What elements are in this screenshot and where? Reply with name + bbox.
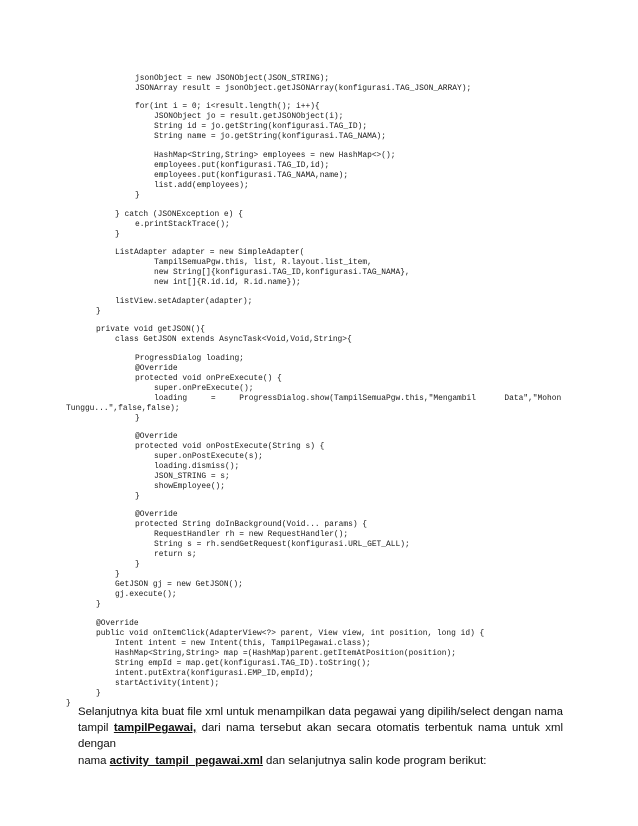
code-line: @Override xyxy=(135,364,178,373)
code-line: gj.execute(); xyxy=(115,590,177,599)
paragraph-line-2 xyxy=(78,720,563,752)
code-line: } xyxy=(115,570,120,579)
code-line: JSONArray result = jsonObject.getJSONArray(konfigurasi.TAG_JSON_ARRAY); xyxy=(135,84,472,93)
paragraph-text: tampil xyxy=(78,722,114,735)
code-line: loading.dismiss(); xyxy=(154,462,240,471)
code-line: GetJSON gj = new GetJSON(); xyxy=(115,580,243,589)
code-line: intent.putExtra(konfigurasi.EMP_ID,empId); xyxy=(115,669,314,678)
code-line: return s; xyxy=(154,550,197,559)
code-line: } xyxy=(135,414,140,423)
code-line: employees.put(konfigurasi.TAG_ID,id); xyxy=(154,161,330,170)
code-line: String s = rh.sendGetRequest(konfigurasi.URL_GET_ALL); xyxy=(154,540,410,549)
paragraph-line-1: Selanjutnya kita buat file xml untuk menampilkan data pegawai yang dipilih/select dengan nama xyxy=(78,706,563,718)
code-line: } xyxy=(96,600,101,609)
code-line: showEmployee(); xyxy=(154,482,226,491)
code-line: new int[]{R.id.id, R.id.name}); xyxy=(154,278,301,287)
code-line: } xyxy=(96,689,101,698)
paragraph-text: dari nama tersebut akan secara otomatis terbentuk nama untuk xml dengan xyxy=(78,722,563,751)
code-line: new String[]{konfigurasi.TAG_ID,konfigurasi.TAG_NAMA}, xyxy=(154,268,410,277)
code-line: super.onPreExecute(); xyxy=(154,384,254,393)
code-line: String id = jo.getString(konfigurasi.TAG_ID); xyxy=(154,122,368,131)
code-line: @Override xyxy=(96,619,139,628)
code-line: JSON_STRING = s; xyxy=(154,472,230,481)
bold-term-activity-xml: activity_tampil_pegawai.xml xyxy=(109,754,263,767)
code-line: super.onPostExecute(s); xyxy=(154,452,263,461)
code-line: String empId = map.get(konfigurasi.TAG_ID).toString(); xyxy=(115,659,371,668)
code-line: protected String doInBackground(Void... params) { xyxy=(135,520,368,529)
code-line: String name = jo.getString(konfigurasi.TAG_NAMA); xyxy=(154,132,387,141)
bold-term-tampilpegawai: tampilPegawai, xyxy=(113,722,197,735)
code-line: protected void onPreExecute() { xyxy=(135,374,282,383)
code-line: jsonObject = new JSONObject(JSON_STRING); xyxy=(135,74,330,83)
code-line: list.add(employees); xyxy=(154,181,249,190)
paragraph-line-3 xyxy=(78,753,563,769)
instruction-paragraph xyxy=(78,704,563,769)
code-line: loading = ProgressDialog.show(TampilSemuaPgw.this,"Mengambil Data","Mohon xyxy=(154,394,562,403)
code-line: } catch (JSONException e) { xyxy=(115,210,243,219)
code-line: } xyxy=(115,230,120,239)
paragraph-text: nama xyxy=(78,754,110,767)
code-line: private void getJSON(){ xyxy=(96,325,205,334)
code-line: employees.put(konfigurasi.TAG_NAMA,name); xyxy=(154,171,349,180)
code-line: HashMap<String,String> employees = new HashMap<>(); xyxy=(154,151,396,160)
code-line: @Override xyxy=(135,432,178,441)
code-line: JSONObject jo = result.getJSONObject(i); xyxy=(154,112,344,121)
code-line: } xyxy=(135,560,140,569)
code-line: startActivity(intent); xyxy=(115,679,220,688)
code-line: @Override xyxy=(135,510,178,519)
code-line: protected void onPostExecute(String s) { xyxy=(135,442,325,451)
code-line: Intent intent = new Intent(this, TampilPegawai.class); xyxy=(115,639,371,648)
code-line: e.printStackTrace(); xyxy=(135,220,230,229)
paragraph-text: dan selanjutnya salin kode program berikut: xyxy=(262,754,487,767)
code-line: } xyxy=(135,191,140,200)
code-line: } xyxy=(66,699,71,708)
code-line: public void onItemClick(AdapterView<?> parent, View view, int position, long id) { xyxy=(96,629,485,638)
code-line: listView.setAdapter(adapter); xyxy=(115,297,253,306)
code-line: RequestHandler rh = new RequestHandler(); xyxy=(154,530,349,539)
code-line: Tunggu...",false,false); xyxy=(66,404,180,413)
code-line: HashMap<String,String> map =(HashMap)parent.getItemAtPosition(position); xyxy=(115,649,456,658)
code-line: ProgressDialog loading; xyxy=(135,354,244,363)
code-line: } xyxy=(96,307,101,316)
code-line: class GetJSON extends AsyncTask<Void,Void,String>{ xyxy=(115,335,352,344)
code-line: } xyxy=(135,492,140,501)
code-line: for(int i = 0; i<result.length(); i++){ xyxy=(135,102,320,111)
code-line: TampilSemuaPgw.this, list, R.layout.list_item, xyxy=(154,258,372,267)
code-line: ListAdapter adapter = new SimpleAdapter( xyxy=(115,248,305,257)
